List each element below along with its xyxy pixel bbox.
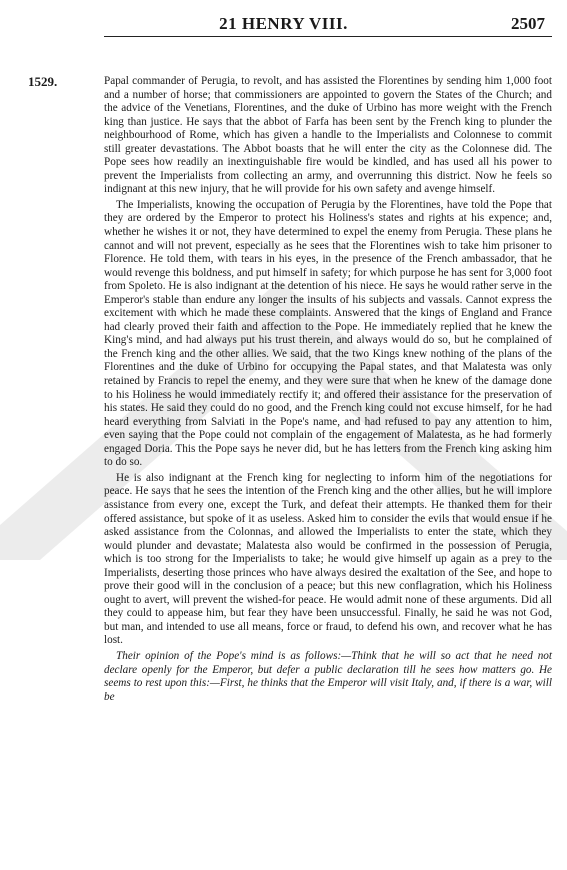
body-text: [104, 75, 552, 704]
page-number: 2507: [511, 14, 545, 33]
paragraph: The Imperialists, knowing the occupation of Perugia by the Florentines, have told the Pope that they are ordered by the Emperor to protect his Holiness's states and rights at his expence; and, whether he wishes it or not, they have determined to expel the enemy from Perugia. These plans he cannot and will not prevent, especially as he sees that the Florentines wish to take him prisoner to Florence. He told them, with tears in his eyes, in the presence of the French ambassador, that he would revenge this boldness, and put himself in safety; for which purpose he has sent for 3,000 foot from Spoleto. He is also indignant at the detention of his niece. He says he would rather serve in the Emperor's stable than endure any longer the insults of his subjects and vassals. Cannot express the excitement with which he made these complaints. Answered that the kings of England and France had clearly proved their faith and affection to the Pope. He immediately replied that he knew the King's mind, and had always put his trust therein, and always would do so, but he complained of the French king and the other allies. We said, that the two Kings knew nothing of the plans of the Florentines and the duke of Urbino for occupying the Papal states, and that Malatesta was only retained by Francis to repel the enemy, and they were sure that when he knew of the damage done to his Holiness he would immediately rectify it; and offered their assistance for the preservation of his states. He said they could do no good, and the French king could not excuse himself, for he had heard everything from Salviati in the Pope's name, and had refused to pay any attention to him, even saying that the Pope could not complain of the engagement of Malatesta, as he had formerly engaged Doria. This the Pope says he never did, but he has letters from the French king asking him to do so.: [104, 198, 552, 469]
margin-year: 1529.: [28, 74, 58, 89]
paragraph: Papal commander of Perugia, to revolt, and has assisted the Florentines by sending him 1,000 foot and a number of horse; that commissioners are appointed to govern the States of the Church; and the advice of the Venetians, Florentines, and the duke of Urbino has more weight with the French king than justice. He says that the abbot of Farfa has been sent by the French king to plunder the neighbourhood of Rome, which has given a handle to the Imperialists and Colonnese to commit still greater devastations. The Abbot boasts that he will enter the city as the Colonnese did. The Pope sees how readily an inextinguishable fire would be kindled, and has used all his power to prevent the Imperialists from collecting an army, and overrunning this district. Now he feels so indignant at this new injury, that he will provide for his own safety and avenge himself.: [104, 75, 552, 196]
header-rule: [104, 36, 552, 37]
paragraph: He is also indignant at the French king for neglecting to inform him of the negotiations for peace. He says that he sees the intention of the French king and the other allies, but he will implore assistance from every one, except the Turk, and defeat their attempts. He thanked them for their offered assistance, but spoke of it as useless. Asked him to consider the evils that would ensue if he asked assistance from the Colonnas, and allowed the Imperialists to enter the state, which they would plunder and devastate; Malatesta also would be confirmed in the possession of Perugia, which is too strong for the Imperialists to take; he would give himself up again as a prey to the Imperialists, deserting those princes who have always desired the exaltation of the See, and hope to prove their good will in the conclusion of a peace; but this new conflagration, which his Holiness ought to avert, will prevent the wished-for peace. He would admit none of these arguments. Did all they could to appease him, but fear they have been unsuccessful. Finally, he said he was not God, but man, and intended to use all means, force or fraud, to defend his own, and recover what he has lost.: [104, 471, 552, 647]
running-title: 21 HENRY VIII.: [219, 14, 348, 33]
page-header: [0, 6, 567, 36]
paragraph-italic: Their opinion of the Pope's mind is as follows:—Think that he will so act that he need not declare openly for the Emperor, but defer a public declaration till he sees how matters go. He seems to rest upon this:—First, he thinks that the Emperor will visit Italy, and, if there is a war, will be: [104, 649, 552, 703]
